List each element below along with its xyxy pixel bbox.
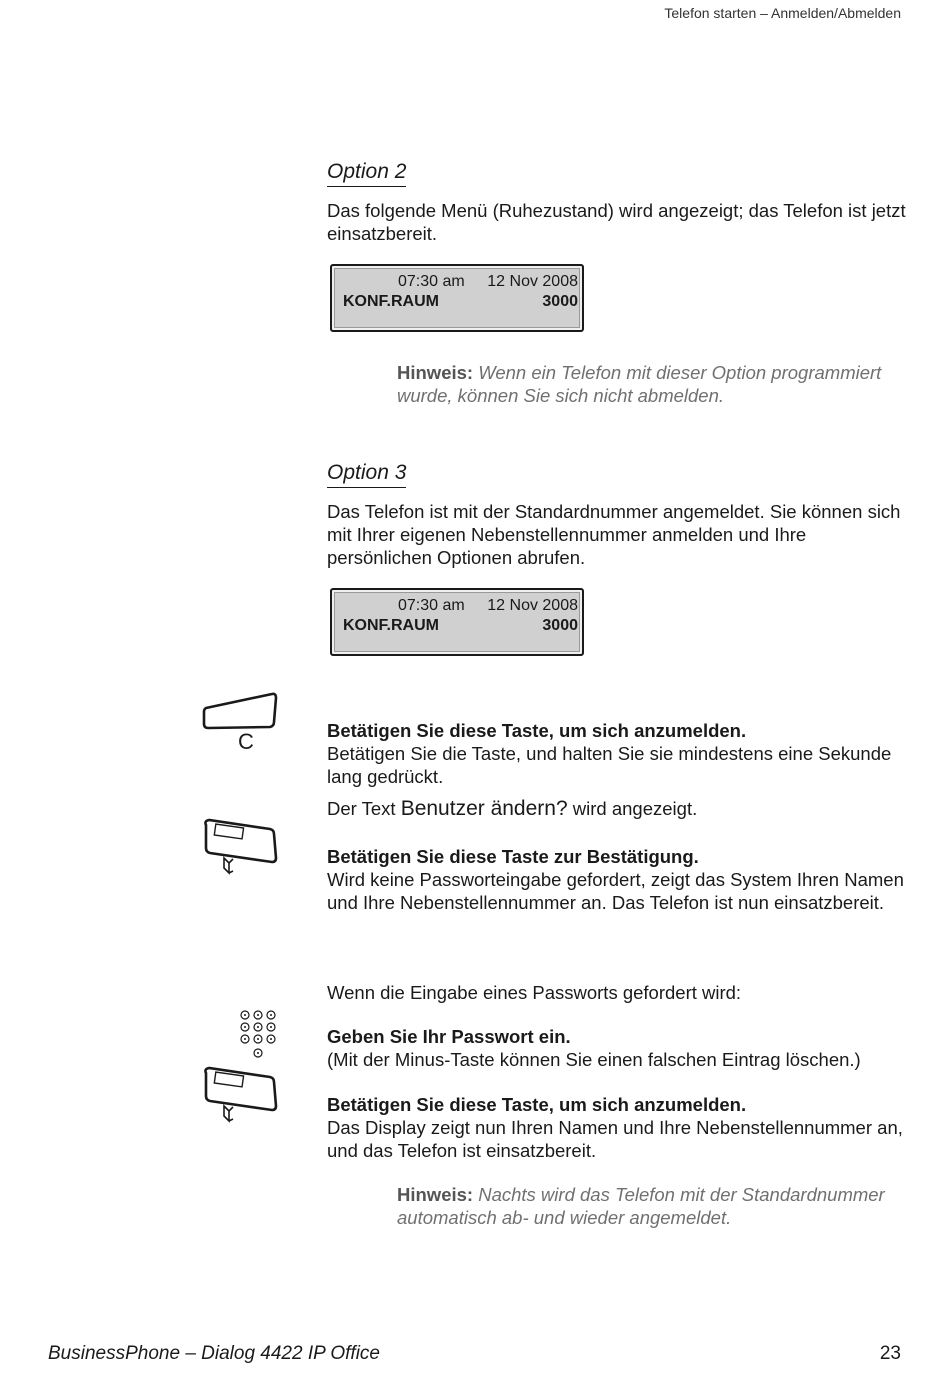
page-number: 23 [879,1343,901,1364]
note-option-2 [397,361,917,407]
step-login-text: Betätigen Sie die Taste, und halten Sie sie mindestens eine Sekunde lang gedrückt. [327,743,892,787]
option-2-title: Option 2 [327,160,406,187]
option-3-title: Option 3 [327,461,406,488]
speaker-key-icon [200,1063,280,1123]
display-extension: 3000 [542,617,578,634]
keypad-icon [238,1008,280,1062]
step-confirm-heading: Betätigen Sie diese Taste zur Bestätigung. [327,846,699,867]
running-header: Telefon starten – Anmelden/Abmelden [664,5,901,21]
step-confirm [327,845,907,914]
option-2-text: Das folgende Menü (Ruhezustand) wird angezeigt; das Telefon ist jetzt einsatzbereit. [327,200,906,244]
footer-title: BusinessPhone – Dialog 4422 IP Office [48,1343,380,1364]
display-message: Benutzer ändern? [400,797,568,820]
display-name: KONF.RAUM [343,293,439,310]
speaker-key-icon [200,815,280,875]
phone-display-option-2 [330,264,584,332]
display-date: 12 Nov 2008 [487,273,578,290]
step-password-text: (Mit der Minus-Taste können Sie einen falschen Eintrag löschen.) [327,1049,861,1070]
step-final-text: Das Display zeigt nun Ihren Namen und Ihre Nebenstellennummer an, und das Telefon ist einsatzbereit. [327,1117,903,1161]
note-label: Hinweis: [397,1184,474,1205]
clear-key-icon [200,690,280,756]
display-time: 07:30 am [398,273,465,290]
step-confirm-text: Wird keine Passworteingabe gefordert, zeigt das System Ihren Namen und Ihre Nebenstellennummer an. Das Telefon ist nun einsatzbereit. [327,869,904,913]
note-text: Nachts wird das Telefon mit der Standardnummer automatisch ab- und wieder angemeldet. [397,1184,885,1228]
step-password-heading: Geben Sie Ihr Passwort ein. [327,1026,571,1047]
display-message-line [327,797,907,820]
step-password [327,1025,907,1071]
display-date: 12 Nov 2008 [487,597,578,614]
step-final-login [327,1093,907,1162]
display-name: KONF.RAUM [343,617,439,634]
text-suffix: wird angezeigt. [572,798,698,819]
clear-key-label: C [238,729,254,754]
password-intro: Wenn die Eingabe eines Passworts gefordert wird: [327,982,742,1003]
phone-display-option-3 [330,588,584,656]
display-time: 07:30 am [398,597,465,614]
note-label: Hinweis: [397,362,474,383]
note-text: Wenn ein Telefon mit dieser Option programmiert wurde, können Sie sich nicht abmelden. [397,362,882,406]
note-night [397,1183,917,1229]
option-3-text: Das Telefon ist mit der Standardnummer angemeldet. Sie können sich mit Ihrer eigenen Nebenstellennummer anmelden und Ihre persönlichen Optionen abrufen. [327,501,901,568]
step-login-heading: Betätigen Sie diese Taste, um sich anzumelden. [327,720,747,741]
display-extension: 3000 [542,293,578,310]
text-prefix: Der Text [327,798,396,819]
step-final-heading: Betätigen Sie diese Taste, um sich anzumelden. [327,1094,747,1115]
step-login [327,719,907,788]
